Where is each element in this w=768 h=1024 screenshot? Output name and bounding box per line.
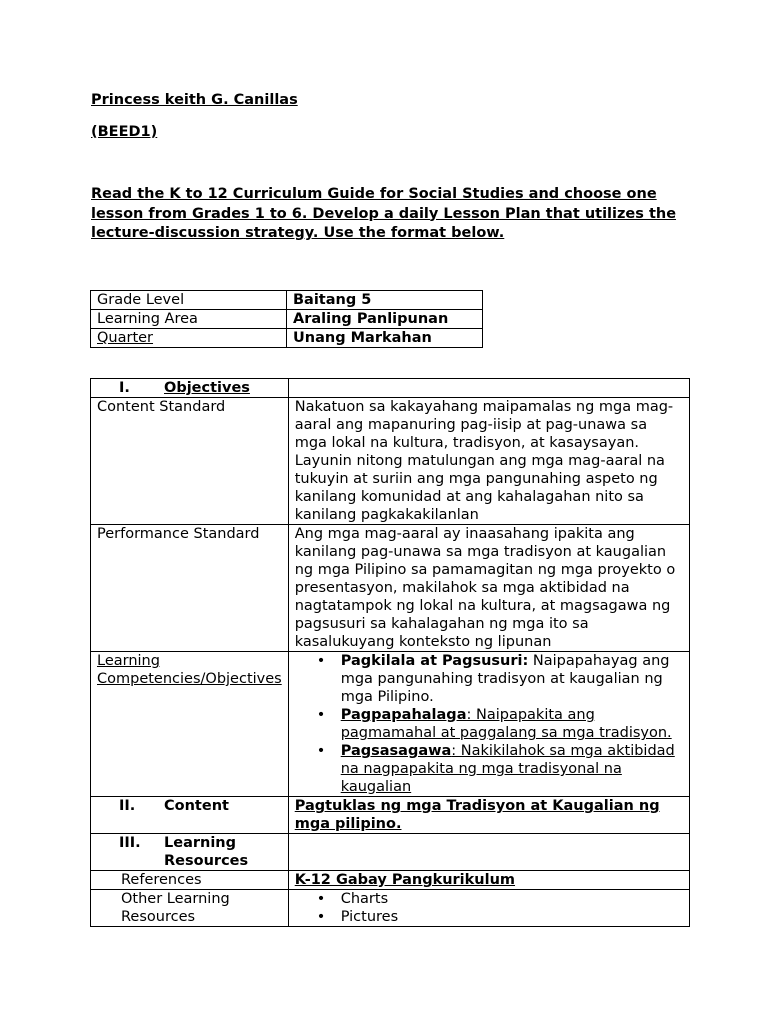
- references-row: [91, 871, 690, 890]
- competency-term: Pagpapahalaga: [340, 707, 467, 723]
- list-item: [341, 652, 683, 706]
- competencies-label: Learning Competencies/Objectives: [91, 652, 289, 797]
- competency-term: Pagkilala at Pagsusuri:: [340, 653, 529, 669]
- table-row: [91, 329, 483, 348]
- table-row: [91, 310, 483, 329]
- competencies-row: [91, 652, 690, 797]
- other-resources-label: Other Learning Resources: [121, 891, 230, 925]
- objectives-heading: Objectives: [164, 380, 250, 396]
- resources-row: [91, 834, 690, 871]
- grade-level-value: Baitang 5: [287, 291, 483, 310]
- resources-numeral: III.: [119, 835, 141, 851]
- other-resources-row: [91, 890, 690, 927]
- content-text: Pagtuklas ng mga Tradisyon at Kaugalian ng mga pilipino.: [288, 797, 689, 834]
- grade-level-label: Grade Level: [91, 291, 287, 310]
- resources-heading: Learning Resources: [164, 835, 249, 869]
- lesson-plan-table: [90, 378, 690, 927]
- performance-standard-label: Performance Standard: [91, 525, 289, 652]
- quarter-label: Quarter: [91, 329, 287, 348]
- course-code: (BEED1): [91, 124, 158, 140]
- objectives-numeral: I.: [119, 380, 130, 396]
- competency-term: Pagsasagawa: [340, 743, 452, 759]
- competency-text: Naipapahayag ang mga pangunahing tradisyon at kaugalian ng mga Pilipino.: [340, 653, 670, 705]
- learning-area-value: Araling Panlipunan: [287, 310, 483, 329]
- resources-empty-cell: [288, 834, 689, 871]
- list-item: [341, 742, 683, 796]
- competency-text: : Naipapakita ang pagmamahal at paggalang sa mga tradisyon.: [340, 707, 672, 741]
- content-heading: Content: [164, 798, 229, 814]
- content-row: [91, 797, 690, 834]
- performance-standard-text: Ang mga mag-aaral ay inaasahang ipakita ang kanilang pag-unawa sa mga tradisyon at kaugalian ng mga Pilipino sa pamamagitan ng mga proyekto o presentasyon, makilahok sa mga aktibidad na nagtatampok ng lokal na kultura, at magsagawa ng pagsusuri sa kahalagahan ng mga ito sa kasalukuyang konteksto ng lipunan: [288, 525, 689, 652]
- content-standard-text: Nakatuon sa kakayahang maipamalas ng mga mag-aaral ang mapanuring pag-iisip at pag-unawa sa mga lokal na kultura, tradisyon, at kasaysayan. Layunin nitong matulungan ang mga mag-aaral na tukuyin at suriin ang mga pangunahing aspeto ng kanilang komunidad at ang kahalagahan nito sa kanilang pagkakakilanlan: [288, 398, 689, 525]
- table-row: [91, 291, 483, 310]
- instruction-text: Read the K to 12 Curriculum Guide for Social Studies and choose one lesson from Grades 1 to 6. Develop a daily Lesson Plan that utilizes the lecture-discussion strategy. Use the format below.: [91, 186, 677, 241]
- performance-standard-row: [91, 525, 690, 652]
- competency-text: : Nakikilahok sa mga aktibidad na nagpapakita ng mga tradisyonal na kaugalian: [340, 743, 675, 795]
- content-numeral: II.: [119, 798, 136, 814]
- references-label: References: [121, 872, 202, 888]
- other-resources-list: [295, 890, 683, 926]
- references-value: K-12 Gabay Pangkurikulum: [288, 871, 689, 890]
- learning-area-label: Learning Area: [91, 310, 287, 329]
- content-standard-row: [91, 398, 690, 525]
- objectives-row: [91, 379, 690, 398]
- student-name: Princess keith G. Canillas: [91, 92, 298, 108]
- quarter-value: Unang Markahan: [287, 329, 483, 348]
- content-standard-label: Content Standard: [91, 398, 289, 525]
- list-item: [341, 706, 683, 742]
- lesson-info-table: [90, 290, 483, 348]
- objectives-empty-cell: [288, 379, 689, 398]
- list-item: • Charts: [341, 890, 683, 908]
- list-item: • Pictures: [341, 908, 683, 926]
- competencies-list: [295, 652, 683, 796]
